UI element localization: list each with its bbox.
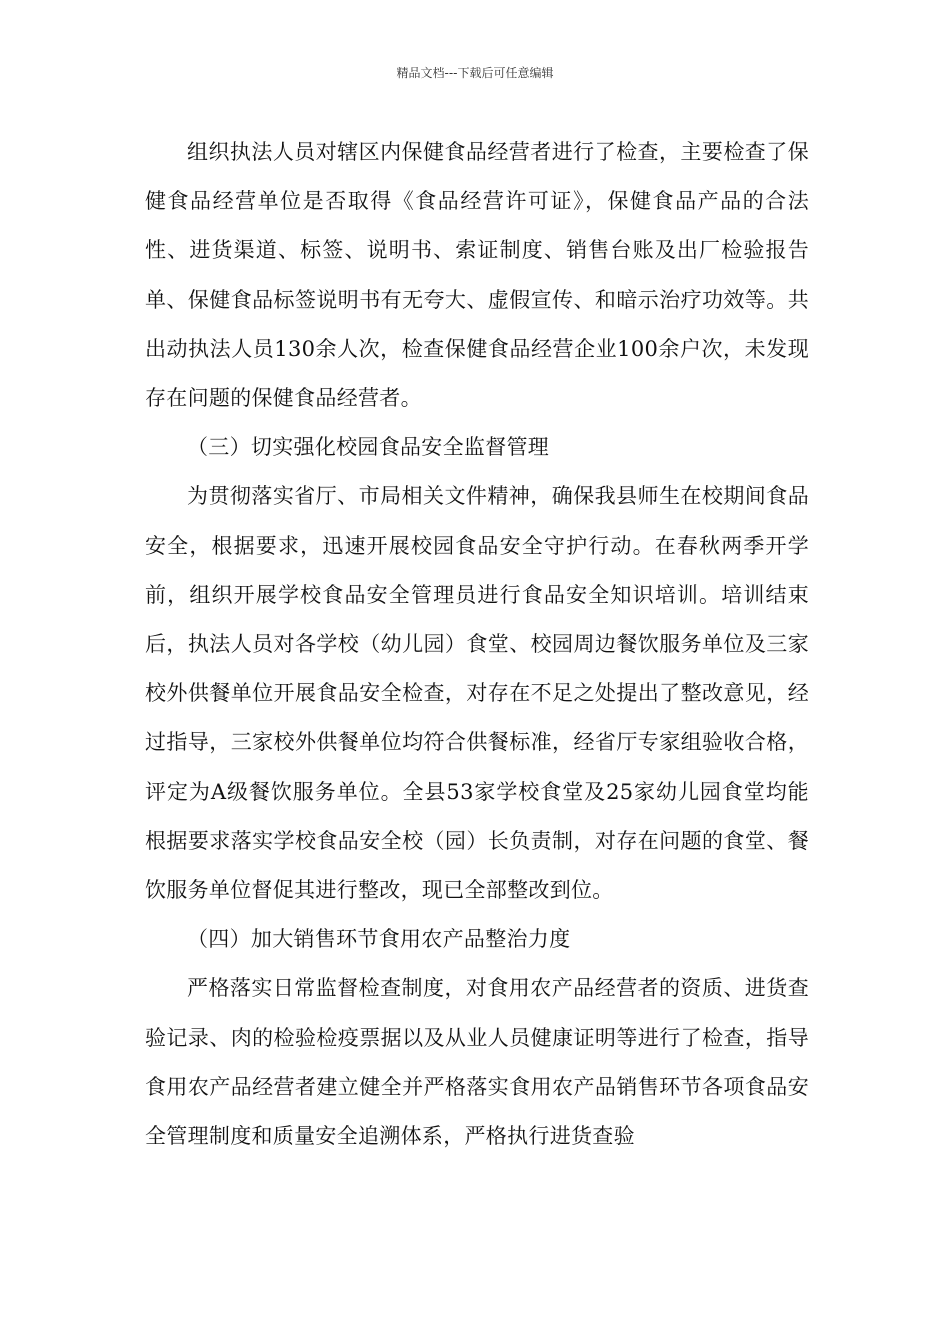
paragraph-agricultural-products: 严格落实日常监督检查制度，对食用农产品经营者的资质、进货查验记录、肉的检验检疫票据以及从业人员健康证明等进行了检查，指导食用农产品经营者建立健全并严格落实食用农产品销售环节各项食品安全管理制度和质量安全追溯体系，严格执行进货查验 <box>145 976 809 1149</box>
page-header: 精品文档---下载后可任意编辑 <box>396 66 554 80</box>
paragraph-health-food-inspection: 组织执法人员对辖区内保健食品经营者进行了检查，主要检查了保健食品经营单位是否取得《食品经营许可证》，保健食品产品的合法性、进货渠道、标签、说明书、索证制度、销售台账及出厂检验报告单、保健食品标签说明书有无夸大、虚假宣传、和暗示治疗功效等。共出动执法人员130余人次，检查保健食品经营企业100余户次，未发现存在问题的保健食品经营者。 <box>145 140 809 411</box>
section-heading-agricultural-products: （四）加大销售环节食用农产品整治力度 <box>187 927 571 952</box>
document-body <box>145 128 809 1161</box>
paragraph-campus-food-safety: 为贯彻落实省厅、市局相关文件精神，确保我县师生在校期间食品安全，根据要求，迅速开展校园食品安全守护行动。在春秋两季开学前，组织开展学校食品安全管理员进行食品安全知识培训。培训结束后，执法人员对各学校（幼儿园）食堂、校园周边餐饮服务单位及三家校外供餐单位开展食品安全检查，对存在不足之处提出了整改意见，经过指导，三家校外供餐单位均符合供餐标准，经省厅专家组验收合格，评定为A级餐饮服务单位。全县53家学校食堂及25家幼儿园食堂均能根据要求落实学校食品安全校（园）长负责制，对存在问题的食堂、餐饮服务单位督促其进行整改，现已全部整改到位。 <box>145 484 809 903</box>
section-heading-campus-food-safety: （三）切实强化校园食品安全监督管理 <box>187 435 550 460</box>
